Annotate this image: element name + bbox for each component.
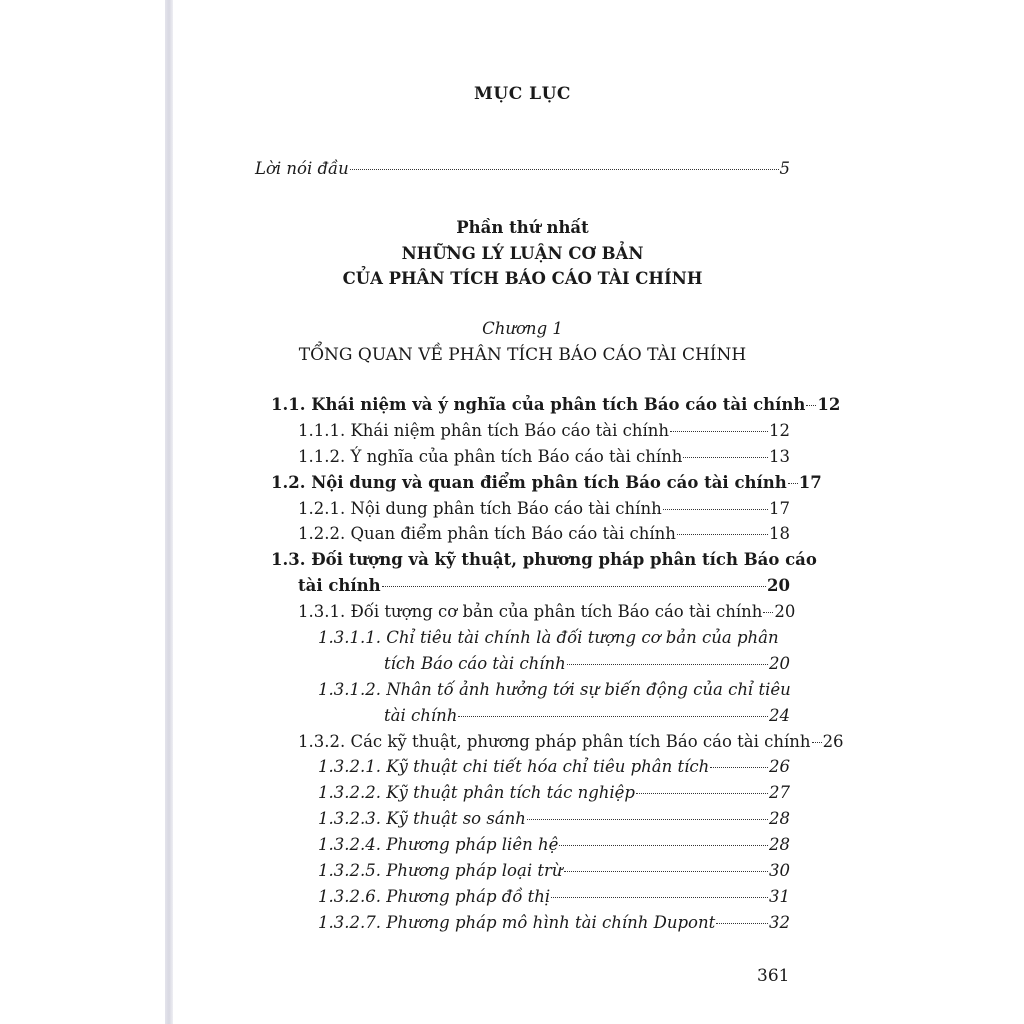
entry-page: 12 (769, 420, 790, 440)
page-number: 361 (757, 966, 790, 986)
entry-page: 26 (769, 757, 790, 777)
entry-page: 30 (769, 861, 790, 881)
toc-entry[interactable] (271, 680, 790, 706)
toc-entry[interactable] (271, 395, 841, 421)
dot-leader (710, 767, 768, 768)
entry-page: 13 (769, 446, 790, 466)
entry-text: tài chính (384, 705, 458, 725)
toc-entry[interactable] (271, 524, 790, 550)
toc-entry[interactable] (271, 706, 790, 732)
part-label: Phần thứ nhất (456, 218, 589, 237)
entry-page: 20 (769, 653, 790, 673)
preface-entry[interactable] (255, 159, 790, 185)
entry-text: 1.3.2. Các kỹ thuật, phương pháp phân tích Báo cáo tài chính (298, 731, 811, 751)
entry-page: 5 (779, 159, 790, 178)
entry-text: tài chính (298, 576, 381, 596)
entry-page: 18 (769, 524, 790, 544)
toc-entry[interactable] (271, 576, 790, 602)
entry-page: 17 (798, 472, 822, 492)
toc-entry[interactable] (271, 447, 790, 473)
dot-leader (564, 871, 769, 872)
entry-text: 1.2. Nội dung và quan điểm phân tích Báo cáo tài chính (271, 472, 787, 492)
toc-entry[interactable] (271, 861, 790, 887)
entry-page: 26 (822, 731, 844, 751)
entry-text: 1.3.2.6. Phương pháp đồ thị (318, 886, 551, 906)
chapter-label: Chương 1 (482, 319, 563, 338)
entry-text: 1.2.1. Nội dung phân tích Báo cáo tài chính (298, 498, 662, 518)
dot-leader (788, 483, 798, 484)
dot-leader (683, 457, 768, 458)
chapter-title: TỔNG QUAN VỀ PHÂN TÍCH BÁO CÁO TÀI CHÍNH (298, 345, 747, 365)
toc-entry[interactable] (271, 835, 790, 861)
dot-leader (677, 534, 768, 535)
entry-text: 1.3.2.2. Kỹ thuật phân tích tác nghiệp (318, 783, 635, 803)
entry-text: 1.3.2.4. Phương pháp liên hệ (318, 835, 559, 855)
entry-text: 1.3.2.5. Phương pháp loại trừ (318, 861, 563, 881)
dot-leader (350, 169, 779, 170)
toc-entry[interactable] (271, 809, 790, 835)
dot-leader (636, 793, 768, 794)
dot-leader (551, 897, 768, 898)
dot-leader (527, 819, 768, 820)
entry-text: 1.3.1. Đối tượng cơ bản của phân tích Báo cáo tài chính (298, 602, 763, 622)
toc-entry[interactable] (271, 602, 796, 628)
dot-leader (763, 612, 773, 613)
entry-text: 1.3.1.1. Chỉ tiêu tài chính là đối tượng cơ bản của phân (318, 628, 779, 648)
dot-leader (812, 742, 822, 743)
entry-text: 1.3.1.2. Nhân tố ảnh hưởng tới sự biến động của chỉ tiêu (318, 679, 791, 699)
dot-leader (716, 923, 768, 924)
dot-leader (806, 405, 816, 406)
entry-page: 28 (769, 835, 790, 855)
toc-entry[interactable] (271, 472, 822, 499)
dot-leader (567, 664, 768, 665)
entry-text: 1.2.2. Quan điểm phân tích Báo cáo tài chính (298, 524, 676, 544)
toc-entry[interactable] (271, 421, 790, 447)
dot-leader (382, 586, 766, 587)
toc-entry[interactable] (271, 913, 790, 939)
toc-entry[interactable] (271, 654, 790, 680)
entry-page: 24 (769, 705, 790, 725)
entry-page: 20 (767, 576, 790, 596)
toc-entry[interactable] (271, 499, 790, 525)
toc-entry[interactable] (271, 628, 790, 654)
dot-leader (670, 431, 768, 432)
entry-page: 32 (769, 912, 790, 932)
entry-page: 28 (769, 809, 790, 829)
entry-text: 1.3.2.7. Phương pháp mô hình tài chính Dupont (318, 912, 716, 932)
entry-page: 17 (769, 498, 790, 518)
entry-text: Lời nói đầu (255, 159, 349, 178)
toc-entry[interactable] (271, 757, 790, 783)
entry-page: 31 (769, 886, 790, 906)
page-title: MỤC LỤC (474, 84, 571, 104)
dot-leader (663, 509, 768, 510)
dot-leader (559, 845, 768, 846)
dot-leader (458, 716, 768, 717)
table-of-contents (271, 395, 844, 939)
toc-entry[interactable] (271, 731, 844, 758)
entry-text: 1.1. Khái niệm và ý nghĩa của phân tích Báo cáo tài chính (271, 395, 806, 414)
entry-text: 1.1.2. Ý nghĩa của phân tích Báo cáo tài chính (298, 446, 683, 466)
page-binding-edge (165, 0, 173, 1024)
entry-page: 27 (769, 783, 790, 803)
part-title-line2: CỦA PHÂN TÍCH BÁO CÁO TÀI CHÍNH (342, 269, 703, 288)
entry-text: 1.1.1. Khái niệm phân tích Báo cáo tài chính (298, 420, 670, 440)
entry-text: 1.3.2.3. Kỹ thuật so sánh (318, 809, 526, 829)
entry-page: 12 (817, 395, 841, 414)
entry-page: 20 (774, 602, 796, 622)
entry-text: 1.3. Đối tượng và kỹ thuật, phương pháp phân tích Báo cáo (271, 550, 817, 570)
part-title-line1: NHỮNG LÝ LUẬN CƠ BẢN (401, 244, 644, 263)
toc-entry[interactable] (271, 887, 790, 913)
toc-entry[interactable] (271, 550, 817, 576)
toc-entry[interactable] (271, 783, 790, 809)
entry-text: tích Báo cáo tài chính (384, 653, 566, 673)
entry-text: 1.3.2.1. Kỹ thuật chi tiết hóa chỉ tiêu phân tích (318, 757, 710, 777)
